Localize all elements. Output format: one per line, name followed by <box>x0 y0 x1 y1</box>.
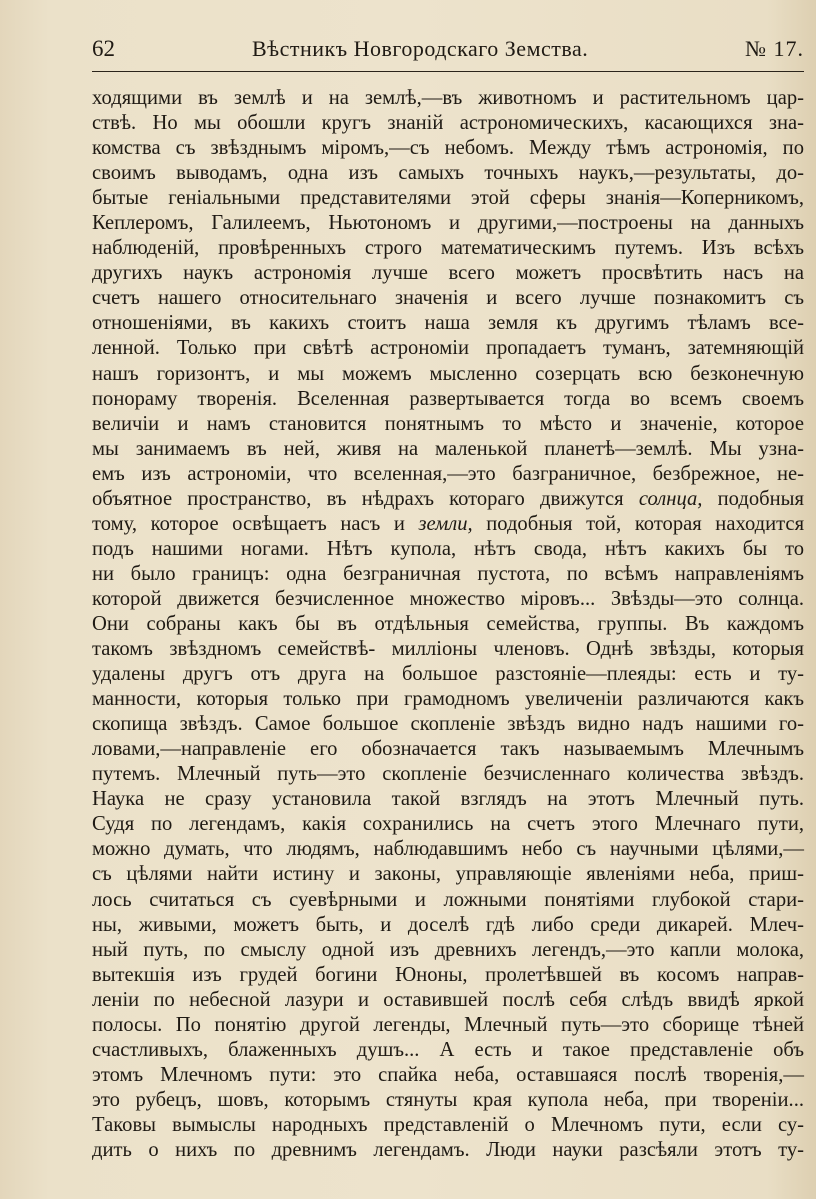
text-line: ный путь, по смыслу одной изъ древнихъ легендъ,—это капли молока, <box>92 938 804 961</box>
text-line: тому, которое освѣщаетъ насъ и земли, подобныя той, которая находится <box>92 512 805 535</box>
text-line: подъ нашими ногами. Нѣтъ купола, нѣтъ свода, нѣтъ какихъ бы то <box>92 537 804 560</box>
text-line: Таковы вымыслы народныхъ представленій о Млечномъ пути, если су- <box>92 1113 804 1136</box>
text-line: это рубецъ, шовъ, которымъ стянуты края купола неба, при твореніи... <box>92 1088 804 1111</box>
text-line: счастливыхъ, блаженныхъ душъ... А есть и такое представленіе объ <box>92 1038 804 1061</box>
text-line: объятное пространство, въ нѣдрахъ котораго движутся солнца, подобныя <box>92 487 804 510</box>
text-line: можно думать, что людямъ, наблюдавшимъ небо съ научными цѣлями,— <box>92 838 804 861</box>
text-line: ны, живыми, можетъ быть, и доселѣ гдѣ либо среди дикарей. Млеч- <box>92 913 804 936</box>
header-rule <box>92 71 804 72</box>
text-line: Судя по легендамъ, какія сохранились на счетъ этого Млечнаго пути, <box>92 813 804 836</box>
text-line: наблюденій, провѣренныхъ строго математическимъ путемъ. Изъ всѣхъ <box>92 237 804 260</box>
text-line: удалены другъ отъ друга на большое разстояніе—плеяды: есть и ту- <box>92 663 804 686</box>
text-line: полосы. По понятію другой легенды, Млечный путь—это сборище тѣней <box>92 1013 804 1036</box>
text-line: нашъ горизонтъ, и мы можемъ мысленно созерцать всю безконечную <box>92 362 804 385</box>
text-line: манности, которыя только при грамодномъ увеличеніи различаются какъ <box>92 688 804 711</box>
text-line: такомъ звѣздномъ семействѣ- милліоны членовъ. Однѣ звѣзды, которыя <box>92 638 804 661</box>
text-line: комства съ звѣзднымъ міромъ,—съ небомъ. Между тѣмъ астрономія, по <box>92 137 804 160</box>
text-line: лось считаться съ суевѣрными и ложными понятіями глубокой стари- <box>92 888 804 911</box>
text-line: ствѣ. Но мы обошли кругъ знаній астрономическихъ, касающихся зна- <box>92 112 804 135</box>
text-line: емъ изъ астрономіи, что вселенная,—это базграничное, безбрежное, не- <box>92 462 804 485</box>
text-line: величіи и намъ становится понятнымъ то мѣсто и значеніе, которое <box>92 412 804 435</box>
text-line: Кеплеромъ, Галилеемъ, Ньютономъ и другими,—построены на данныхъ <box>92 212 804 235</box>
page-number: 62 <box>92 36 115 61</box>
issue-number: № 17. <box>745 36 804 61</box>
text-line: дить о нихъ по древнимъ легендамъ. Люди науки разсѣяли этотъ ту- <box>92 1138 804 1161</box>
text-line: которой движется безчисленное множество міровъ... Звѣзды—это солнца. <box>92 587 804 610</box>
text-line: мы занимаемъ въ ней, живя на маленькой планетѣ—землѣ. Мы узна- <box>92 437 804 460</box>
text-line: бытые геніальными представителями этой сферы знанія—Коперникомъ, <box>92 187 804 210</box>
text-line: отношеніями, въ какихъ стоитъ наша земля къ другимъ тѣламъ все- <box>92 312 804 335</box>
text-line: понораму творенія. Вселенная развертывается тогда во всемъ своемъ <box>92 387 804 410</box>
body-text <box>92 86 804 1163</box>
text-line: Наука не сразу установила такой взглядъ на этотъ Млечный путь. <box>92 788 804 811</box>
text-line: скопища звѣздъ. Самое большое скопленіе звѣздъ видно надъ нашими го- <box>92 713 804 736</box>
text-line: ходящими въ землѣ и на землѣ,—въ животномъ и растительномъ цар- <box>92 87 804 109</box>
text-line: другихъ наукъ астрономія лучше всего можетъ просвѣтить насъ на <box>92 262 804 285</box>
text-line: Они собраны какъ бы въ отдѣльныя семейства, группы. Въ каждомъ <box>92 612 804 635</box>
text-line: своимъ выводамъ, одна изъ самыхъ точныхъ наукъ,—результаты, до- <box>92 162 804 185</box>
text-line: этомъ Млечномъ пути: это спайка неба, оставшаяся послѣ творенія,— <box>92 1063 804 1086</box>
running-title: Вѣстникъ Новгородскаго Земства. <box>252 36 589 61</box>
text-line: путемъ. Млечный путь—это скопленіе безчисленнаго количества звѣздъ. <box>92 763 804 786</box>
text-line: ловами,—направленіе его обозначается такъ называемымъ Млечнымъ <box>92 738 804 761</box>
page-header <box>92 36 804 70</box>
text-line: ни было границъ: одна безграничная пустота, по всѣмъ направленіямъ <box>92 562 804 585</box>
text-line: съ цѣлями найти истину и законы, управляющіе явленіями неба, приш- <box>92 863 804 886</box>
text-line: вытекшія изъ грудей богини Юноны, пролетѣвшей въ косомъ направ- <box>92 963 804 986</box>
text-line: леніи по небесной лазури и оставившей послѣ себя слѣдъ ввидѣ яркой <box>92 988 804 1011</box>
text-line: ленной. Только при свѣтѣ астрономіи пропадаетъ туманъ, затемняющій <box>92 337 804 360</box>
text-line: счетъ нашего относительнаго значенія и всего лучше познакомитъ съ <box>92 287 804 310</box>
